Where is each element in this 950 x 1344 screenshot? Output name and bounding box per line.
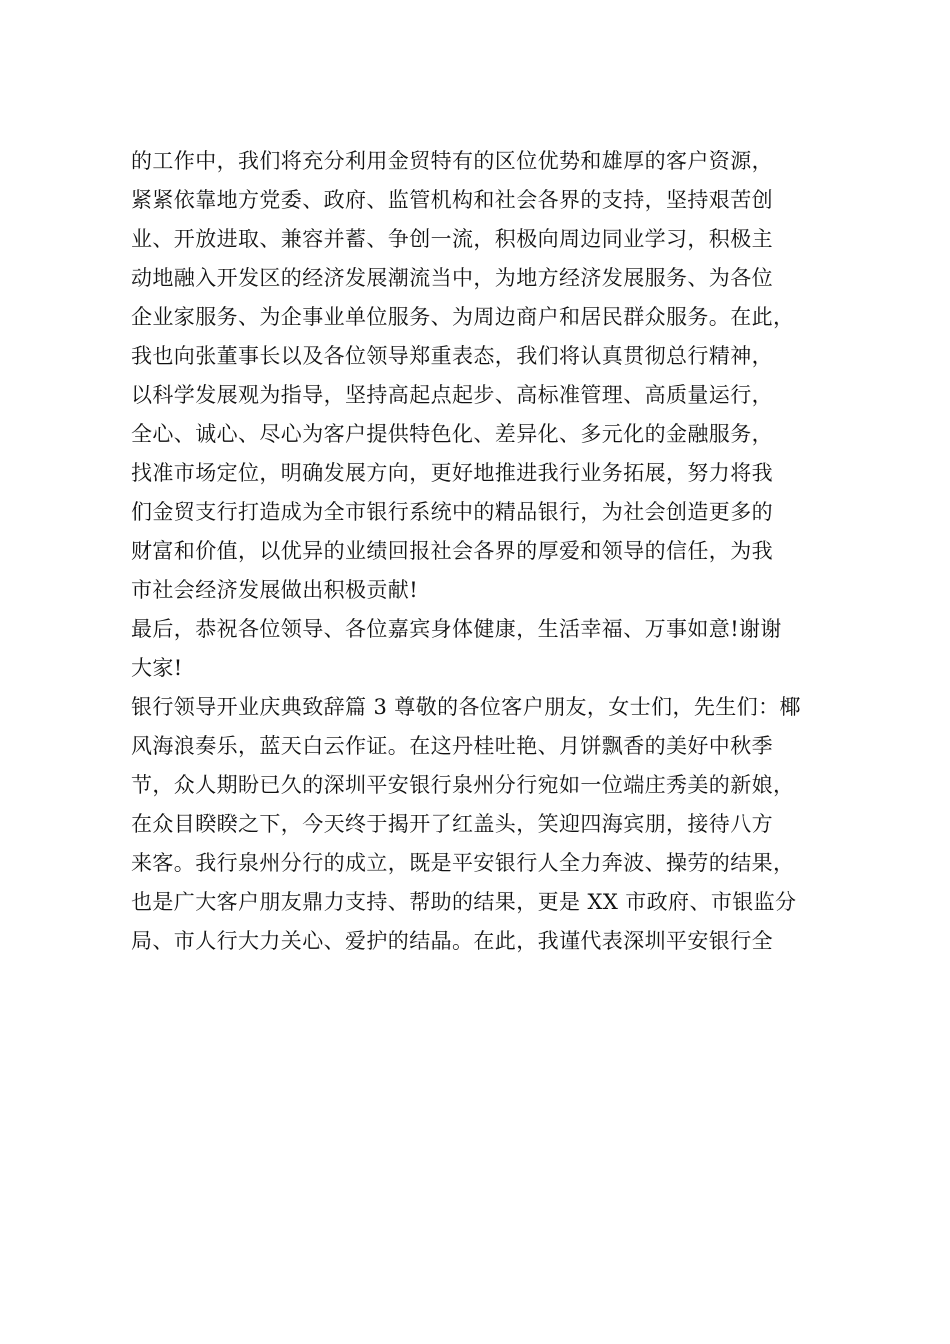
text-line: 最后，恭祝各位领导、各位嘉宾身体健康，生活幸福、万事如意!谢谢 [131, 617, 782, 641]
document-body [131, 142, 831, 961]
text-line: 银行领导开业庆典致辞篇 3 尊敬的各位客户朋友，女士们，先生们：椰 [131, 695, 801, 719]
text-line: 节，众人期盼已久的深圳平安银行泉州分行宛如一位端庄秀美的新娘， [131, 773, 795, 797]
text-line: 财富和价值，以优异的业绩回报社会各界的厚爱和领导的信任，为我 [131, 539, 773, 563]
text-line: 找准市场定位，明确发展方向，更好地推进我行业务拓展，努力将我 [131, 461, 773, 485]
text-line: 的工作中，我们将充分利用金贸特有的区位优势和雄厚的客户资源， [131, 149, 773, 173]
text-line: 以科学发展观为指导，坚持高起点起步、高标准管理、高质量运行， [131, 383, 773, 407]
text-line: 来客。我行泉州分行的成立，既是平安银行人全力奔波、操劳的结果， [131, 851, 795, 875]
text-line: 们金贸支行打造成为全市银行系统中的精品银行，为社会创造更多的 [131, 500, 773, 524]
text-line: 我也向张董事长以及各位领导郑重表态，我们将认真贯彻总行精神， [131, 344, 773, 368]
text-line: 局、市人行大力关心、爱护的结晶。在此，我谨代表深圳平安银行全 [131, 929, 773, 953]
text-line: 也是广大客户朋友鼎力支持、帮助的结果，更是 XX 市政府、市银监分 [131, 890, 797, 914]
text-line: 业、开放进取、兼容并蓄、争创一流，积极向周边同业学习，积极主 [131, 227, 773, 251]
text-line: 风海浪奏乐，蓝天白云作证。在这丹桂吐艳、月饼飘香的美好中秋季 [131, 734, 773, 758]
text-line: 大家! [131, 656, 183, 680]
text-line: 紧紧依靠地方党委、政府、监管机构和社会各界的支持，坚持艰苦创 [131, 188, 773, 212]
text-line: 在众目睽睽之下，今天终于揭开了红盖头，笑迎四海宾朋，接待八方 [131, 812, 773, 836]
text-line: 动地融入开发区的经济发展潮流当中，为地方经济发展服务、为各位 [131, 266, 773, 290]
text-line: 全心、诚心、尽心为客户提供特色化、差异化、多元化的金融服务， [131, 422, 773, 446]
text-line: 市社会经济发展做出积极贡献! [131, 578, 419, 602]
text-line: 企业家服务、为企事业单位服务、为周边商户和居民群众服务。在此， [131, 305, 795, 329]
